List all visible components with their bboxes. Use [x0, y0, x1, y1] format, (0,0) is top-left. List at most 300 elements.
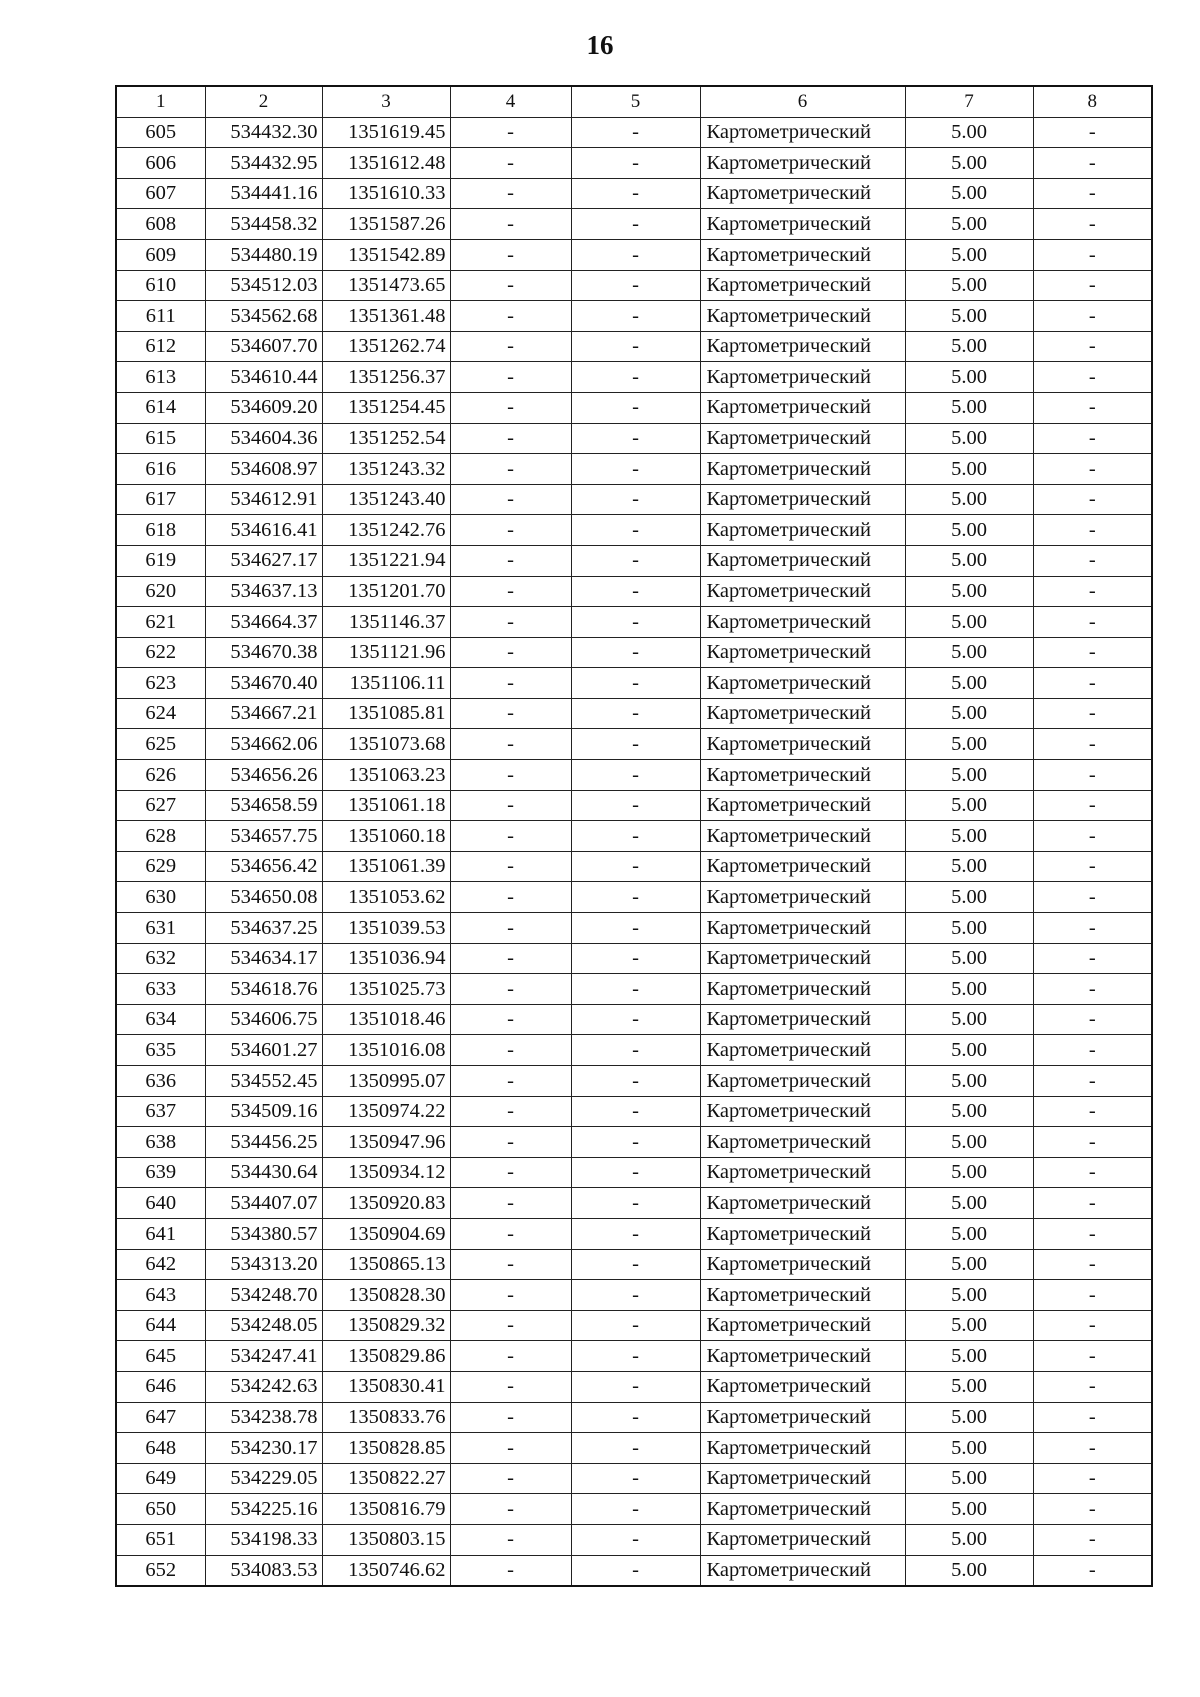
cell-col5-value: - — [571, 607, 700, 638]
cell-point-number: 638 — [116, 1127, 205, 1158]
cell-x-coordinate: 534430.64 — [205, 1157, 322, 1188]
cell-accuracy: 5.00 — [905, 1433, 1033, 1464]
cell-accuracy: 5.00 — [905, 1524, 1033, 1555]
cell-col4-value: - — [450, 301, 571, 332]
cell-col5-value: - — [571, 545, 700, 576]
cell-point-number: 651 — [116, 1524, 205, 1555]
cell-col4-value: - — [450, 117, 571, 148]
cell-accuracy: 5.00 — [905, 1341, 1033, 1372]
cell-col4-value: - — [450, 515, 571, 546]
cell-col4-value: - — [450, 1402, 571, 1433]
cell-accuracy: 5.00 — [905, 1157, 1033, 1188]
cell-col5-value: - — [571, 1310, 700, 1341]
cell-col5-value: - — [571, 239, 700, 270]
cell-x-coordinate: 534456.25 — [205, 1127, 322, 1158]
cell-method: Картометрический — [700, 1371, 905, 1402]
table-row — [116, 270, 1152, 301]
cell-point-number: 646 — [116, 1371, 205, 1402]
cell-y-coordinate: 1350833.76 — [322, 1402, 450, 1433]
cell-point-number: 641 — [116, 1218, 205, 1249]
cell-col8-value: - — [1033, 484, 1152, 515]
cell-point-number: 642 — [116, 1249, 205, 1280]
cell-col8-value: - — [1033, 607, 1152, 638]
table-row — [116, 1096, 1152, 1127]
cell-method: Картометрический — [700, 545, 905, 576]
cell-point-number: 629 — [116, 851, 205, 882]
cell-col5-value: - — [571, 178, 700, 209]
cell-method: Картометрический — [700, 1218, 905, 1249]
cell-point-number: 607 — [116, 178, 205, 209]
cell-y-coordinate: 1350865.13 — [322, 1249, 450, 1280]
table-row — [116, 1066, 1152, 1097]
cell-method: Картометрический — [700, 1188, 905, 1219]
cell-x-coordinate: 534667.21 — [205, 698, 322, 729]
cell-method: Картометрический — [700, 301, 905, 332]
cell-y-coordinate: 1350828.85 — [322, 1433, 450, 1464]
cell-col4-value: - — [450, 1310, 571, 1341]
cell-col4-value: - — [450, 209, 571, 240]
cell-accuracy: 5.00 — [905, 484, 1033, 515]
table-row — [116, 545, 1152, 576]
cell-x-coordinate: 534247.41 — [205, 1341, 322, 1372]
cell-col8-value: - — [1033, 1341, 1152, 1372]
cell-col5-value: - — [571, 331, 700, 362]
cell-col5-value: - — [571, 1035, 700, 1066]
cell-col5-value: - — [571, 1494, 700, 1525]
cell-point-number: 628 — [116, 821, 205, 852]
cell-col4-value: - — [450, 882, 571, 913]
cell-accuracy: 5.00 — [905, 454, 1033, 485]
cell-method: Картометрический — [700, 790, 905, 821]
table-row — [116, 576, 1152, 607]
cell-x-coordinate: 534670.38 — [205, 637, 322, 668]
cell-y-coordinate: 1350947.96 — [322, 1127, 450, 1158]
cell-col5-value: - — [571, 1524, 700, 1555]
cell-accuracy: 5.00 — [905, 515, 1033, 546]
cell-y-coordinate: 1351053.62 — [322, 882, 450, 913]
cell-col8-value: - — [1033, 637, 1152, 668]
table-row — [116, 1433, 1152, 1464]
cell-y-coordinate: 1351473.65 — [322, 270, 450, 301]
cell-method: Картометрический — [700, 1402, 905, 1433]
cell-x-coordinate: 534313.20 — [205, 1249, 322, 1280]
cell-point-number: 623 — [116, 668, 205, 699]
cell-accuracy: 5.00 — [905, 301, 1033, 332]
cell-col8-value: - — [1033, 1524, 1152, 1555]
cell-col8-value: - — [1033, 882, 1152, 913]
table-row — [116, 607, 1152, 638]
table-row — [116, 698, 1152, 729]
cell-col4-value: - — [450, 454, 571, 485]
cell-col8-value: - — [1033, 209, 1152, 240]
cell-accuracy: 5.00 — [905, 943, 1033, 974]
cell-x-coordinate: 534650.08 — [205, 882, 322, 913]
cell-accuracy: 5.00 — [905, 1035, 1033, 1066]
cell-col4-value: - — [450, 576, 571, 607]
cell-method: Картометрический — [700, 178, 905, 209]
cell-col8-value: - — [1033, 1188, 1152, 1219]
cell-x-coordinate: 534656.26 — [205, 760, 322, 791]
table-row — [116, 1280, 1152, 1311]
cell-col4-value: - — [450, 913, 571, 944]
table-row — [116, 117, 1152, 148]
cell-col8-value: - — [1033, 148, 1152, 179]
cell-method: Картометрический — [700, 1433, 905, 1464]
cell-col8-value: - — [1033, 851, 1152, 882]
cell-col5-value: - — [571, 1402, 700, 1433]
cell-col5-value: - — [571, 637, 700, 668]
cell-method: Картометрический — [700, 943, 905, 974]
cell-col5-value: - — [571, 515, 700, 546]
cell-accuracy: 5.00 — [905, 637, 1033, 668]
cell-col4-value: - — [450, 1066, 571, 1097]
cell-accuracy: 5.00 — [905, 1310, 1033, 1341]
cell-accuracy: 5.00 — [905, 882, 1033, 913]
cell-col4-value: - — [450, 178, 571, 209]
cell-y-coordinate: 1351063.23 — [322, 760, 450, 791]
cell-col8-value: - — [1033, 362, 1152, 393]
cell-col5-value: - — [571, 1004, 700, 1035]
cell-x-coordinate: 534664.37 — [205, 607, 322, 638]
cell-y-coordinate: 1351619.45 — [322, 117, 450, 148]
cell-col4-value: - — [450, 545, 571, 576]
cell-col5-value: - — [571, 209, 700, 240]
cell-col4-value: - — [450, 1218, 571, 1249]
cell-col4-value: - — [450, 1004, 571, 1035]
cell-point-number: 625 — [116, 729, 205, 760]
table-row — [116, 178, 1152, 209]
cell-method: Картометрический — [700, 729, 905, 760]
cell-accuracy: 5.00 — [905, 1555, 1033, 1586]
cell-accuracy: 5.00 — [905, 270, 1033, 301]
cell-x-coordinate: 534512.03 — [205, 270, 322, 301]
cell-method: Картометрический — [700, 1280, 905, 1311]
cell-col5-value: - — [571, 821, 700, 852]
cell-col8-value: - — [1033, 331, 1152, 362]
cell-y-coordinate: 1350816.79 — [322, 1494, 450, 1525]
cell-col5-value: - — [571, 392, 700, 423]
cell-col4-value: - — [450, 392, 571, 423]
cell-point-number: 611 — [116, 301, 205, 332]
cell-col8-value: - — [1033, 821, 1152, 852]
cell-col4-value: - — [450, 484, 571, 515]
cell-x-coordinate: 534637.25 — [205, 913, 322, 944]
cell-method: Картометрический — [700, 1310, 905, 1341]
cell-col4-value: - — [450, 698, 571, 729]
cell-x-coordinate: 534656.42 — [205, 851, 322, 882]
cell-col8-value: - — [1033, 1218, 1152, 1249]
cell-x-coordinate: 534606.75 — [205, 1004, 322, 1035]
cell-x-coordinate: 534658.59 — [205, 790, 322, 821]
table-row — [116, 239, 1152, 270]
table-row — [116, 943, 1152, 974]
table-row — [116, 1004, 1152, 1035]
cell-col4-value: - — [450, 1555, 571, 1586]
cell-point-number: 645 — [116, 1341, 205, 1372]
cell-method: Картометрический — [700, 821, 905, 852]
cell-point-number: 650 — [116, 1494, 205, 1525]
cell-accuracy: 5.00 — [905, 1096, 1033, 1127]
table-row — [116, 1371, 1152, 1402]
cell-y-coordinate: 1351201.70 — [322, 576, 450, 607]
cell-col5-value: - — [571, 576, 700, 607]
cell-y-coordinate: 1350829.32 — [322, 1310, 450, 1341]
cell-col8-value: - — [1033, 1433, 1152, 1464]
cell-col8-value: - — [1033, 1249, 1152, 1280]
cell-y-coordinate: 1351252.54 — [322, 423, 450, 454]
table-row — [116, 423, 1152, 454]
table-row — [116, 362, 1152, 393]
cell-method: Картометрический — [700, 209, 905, 240]
cell-x-coordinate: 534607.70 — [205, 331, 322, 362]
cell-y-coordinate: 1351039.53 — [322, 913, 450, 944]
cell-col8-value: - — [1033, 729, 1152, 760]
cell-y-coordinate: 1351061.18 — [322, 790, 450, 821]
cell-y-coordinate: 1351221.94 — [322, 545, 450, 576]
cell-col4-value: - — [450, 821, 571, 852]
cell-method: Картометрический — [700, 698, 905, 729]
cell-col8-value: - — [1033, 301, 1152, 332]
cell-y-coordinate: 1351061.39 — [322, 851, 450, 882]
cell-x-coordinate: 534238.78 — [205, 1402, 322, 1433]
cell-method: Картометрический — [700, 1341, 905, 1372]
cell-method: Картометрический — [700, 117, 905, 148]
cell-method: Картометрический — [700, 239, 905, 270]
cell-x-coordinate: 534458.32 — [205, 209, 322, 240]
cell-x-coordinate: 534618.76 — [205, 974, 322, 1005]
cell-col4-value: - — [450, 790, 571, 821]
cell-point-number: 621 — [116, 607, 205, 638]
cell-x-coordinate: 534604.36 — [205, 423, 322, 454]
cell-col4-value: - — [450, 270, 571, 301]
cell-method: Картометрический — [700, 1127, 905, 1158]
cell-method: Картометрический — [700, 1249, 905, 1280]
cell-col4-value: - — [450, 239, 571, 270]
cell-point-number: 618 — [116, 515, 205, 546]
column-header-4: 4 — [450, 86, 571, 117]
cell-col8-value: - — [1033, 913, 1152, 944]
cell-accuracy: 5.00 — [905, 545, 1033, 576]
cell-point-number: 606 — [116, 148, 205, 179]
cell-col8-value: - — [1033, 760, 1152, 791]
cell-x-coordinate: 534225.16 — [205, 1494, 322, 1525]
cell-method: Картометрический — [700, 1494, 905, 1525]
cell-method: Картометрический — [700, 1157, 905, 1188]
cell-col5-value: - — [571, 1157, 700, 1188]
cell-y-coordinate: 1351587.26 — [322, 209, 450, 240]
cell-col5-value: - — [571, 148, 700, 179]
cell-y-coordinate: 1350830.41 — [322, 1371, 450, 1402]
cell-x-coordinate: 534407.07 — [205, 1188, 322, 1219]
cell-col4-value: - — [450, 668, 571, 699]
cell-col8-value: - — [1033, 1096, 1152, 1127]
cell-point-number: 636 — [116, 1066, 205, 1097]
cell-point-number: 640 — [116, 1188, 205, 1219]
cell-col4-value: - — [450, 851, 571, 882]
cell-y-coordinate: 1351025.73 — [322, 974, 450, 1005]
table-row — [116, 1218, 1152, 1249]
table-row — [116, 668, 1152, 699]
cell-point-number: 619 — [116, 545, 205, 576]
cell-y-coordinate: 1351085.81 — [322, 698, 450, 729]
cell-method: Картометрический — [700, 362, 905, 393]
cell-col5-value: - — [571, 1127, 700, 1158]
cell-y-coordinate: 1351243.32 — [322, 454, 450, 485]
cell-col4-value: - — [450, 148, 571, 179]
table-row — [116, 1555, 1152, 1586]
cell-x-coordinate: 534198.33 — [205, 1524, 322, 1555]
cell-col4-value: - — [450, 1524, 571, 1555]
cell-x-coordinate: 534610.44 — [205, 362, 322, 393]
cell-col4-value: - — [450, 1157, 571, 1188]
table-row — [116, 1402, 1152, 1433]
cell-accuracy: 5.00 — [905, 148, 1033, 179]
cell-y-coordinate: 1351542.89 — [322, 239, 450, 270]
cell-y-coordinate: 1350995.07 — [322, 1066, 450, 1097]
cell-y-coordinate: 1351242.76 — [322, 515, 450, 546]
cell-col8-value: - — [1033, 270, 1152, 301]
cell-col5-value: - — [571, 1463, 700, 1494]
cell-accuracy: 5.00 — [905, 1494, 1033, 1525]
cell-x-coordinate: 534562.68 — [205, 301, 322, 332]
cell-method: Картометрический — [700, 331, 905, 362]
cell-col4-value: - — [450, 331, 571, 362]
cell-col4-value: - — [450, 943, 571, 974]
cell-col8-value: - — [1033, 239, 1152, 270]
page-number: 16 — [586, 30, 614, 60]
cell-col4-value: - — [450, 637, 571, 668]
cell-x-coordinate: 534612.91 — [205, 484, 322, 515]
cell-accuracy: 5.00 — [905, 1371, 1033, 1402]
cell-accuracy: 5.00 — [905, 209, 1033, 240]
cell-accuracy: 5.00 — [905, 1188, 1033, 1219]
cell-y-coordinate: 1350904.69 — [322, 1218, 450, 1249]
cell-x-coordinate: 534601.27 — [205, 1035, 322, 1066]
cell-y-coordinate: 1350822.27 — [322, 1463, 450, 1494]
cell-method: Картометрический — [700, 484, 905, 515]
table-row — [116, 454, 1152, 485]
cell-accuracy: 5.00 — [905, 576, 1033, 607]
cell-method: Картометрический — [700, 1463, 905, 1494]
cell-y-coordinate: 1350920.83 — [322, 1188, 450, 1219]
cell-col8-value: - — [1033, 515, 1152, 546]
cell-accuracy: 5.00 — [905, 178, 1033, 209]
cell-col5-value: - — [571, 1371, 700, 1402]
cell-method: Картометрический — [700, 515, 905, 546]
cell-point-number: 649 — [116, 1463, 205, 1494]
cell-method: Картометрический — [700, 576, 905, 607]
cell-method: Картометрический — [700, 1066, 905, 1097]
cell-col5-value: - — [571, 913, 700, 944]
cell-y-coordinate: 1351018.46 — [322, 1004, 450, 1035]
cell-x-coordinate: 534432.95 — [205, 148, 322, 179]
cell-point-number: 648 — [116, 1433, 205, 1464]
cell-method: Картометрический — [700, 668, 905, 699]
column-header-8: 8 — [1033, 86, 1152, 117]
cell-col5-value: - — [571, 1096, 700, 1127]
cell-method: Картометрический — [700, 882, 905, 913]
cell-col4-value: - — [450, 1433, 571, 1464]
cell-method: Картометрический — [700, 760, 905, 791]
table-row — [116, 821, 1152, 852]
table-row — [116, 760, 1152, 791]
cell-y-coordinate: 1351036.94 — [322, 943, 450, 974]
cell-point-number: 609 — [116, 239, 205, 270]
cell-col5-value: - — [571, 760, 700, 791]
table-row — [116, 913, 1152, 944]
table-row — [116, 148, 1152, 179]
cell-point-number: 608 — [116, 209, 205, 240]
cell-col8-value: - — [1033, 545, 1152, 576]
cell-x-coordinate: 534509.16 — [205, 1096, 322, 1127]
cell-y-coordinate: 1351073.68 — [322, 729, 450, 760]
cell-accuracy: 5.00 — [905, 760, 1033, 791]
cell-x-coordinate: 534248.70 — [205, 1280, 322, 1311]
cell-col4-value: - — [450, 1188, 571, 1219]
table-row — [116, 209, 1152, 240]
cell-y-coordinate: 1350803.15 — [322, 1524, 450, 1555]
cell-x-coordinate: 534480.19 — [205, 239, 322, 270]
cell-col8-value: - — [1033, 668, 1152, 699]
table-row — [116, 331, 1152, 362]
cell-x-coordinate: 534609.20 — [205, 392, 322, 423]
cell-accuracy: 5.00 — [905, 1066, 1033, 1097]
cell-point-number: 605 — [116, 117, 205, 148]
cell-x-coordinate: 534637.13 — [205, 576, 322, 607]
cell-col8-value: - — [1033, 1035, 1152, 1066]
cell-accuracy: 5.00 — [905, 392, 1033, 423]
cell-x-coordinate: 534616.41 — [205, 515, 322, 546]
cell-point-number: 612 — [116, 331, 205, 362]
cell-x-coordinate: 534670.40 — [205, 668, 322, 699]
cell-accuracy: 5.00 — [905, 851, 1033, 882]
cell-col4-value: - — [450, 423, 571, 454]
cell-point-number: 643 — [116, 1280, 205, 1311]
cell-col5-value: - — [571, 668, 700, 699]
cell-x-coordinate: 534634.17 — [205, 943, 322, 974]
cell-point-number: 630 — [116, 882, 205, 913]
cell-point-number: 634 — [116, 1004, 205, 1035]
cell-col8-value: - — [1033, 1494, 1152, 1525]
cell-col8-value: - — [1033, 1310, 1152, 1341]
cell-col4-value: - — [450, 760, 571, 791]
cell-accuracy: 5.00 — [905, 698, 1033, 729]
cell-col4-value: - — [450, 1127, 571, 1158]
cell-method: Картометрический — [700, 851, 905, 882]
cell-accuracy: 5.00 — [905, 790, 1033, 821]
coordinates-table — [115, 85, 1153, 1587]
cell-x-coordinate: 534230.17 — [205, 1433, 322, 1464]
cell-method: Картометрический — [700, 1096, 905, 1127]
cell-method: Картометрический — [700, 974, 905, 1005]
cell-col8-value: - — [1033, 454, 1152, 485]
cell-x-coordinate: 534608.97 — [205, 454, 322, 485]
cell-point-number: 620 — [116, 576, 205, 607]
cell-col8-value: - — [1033, 178, 1152, 209]
cell-x-coordinate: 534627.17 — [205, 545, 322, 576]
cell-col5-value: - — [571, 362, 700, 393]
cell-x-coordinate: 534083.53 — [205, 1555, 322, 1586]
cell-col5-value: - — [571, 1433, 700, 1464]
cell-method: Картометрический — [700, 1004, 905, 1035]
cell-col5-value: - — [571, 851, 700, 882]
cell-col5-value: - — [571, 1555, 700, 1586]
cell-method: Картометрический — [700, 1555, 905, 1586]
cell-accuracy: 5.00 — [905, 239, 1033, 270]
cell-x-coordinate: 534229.05 — [205, 1463, 322, 1494]
table-header-row — [116, 86, 1152, 117]
cell-accuracy: 5.00 — [905, 331, 1033, 362]
